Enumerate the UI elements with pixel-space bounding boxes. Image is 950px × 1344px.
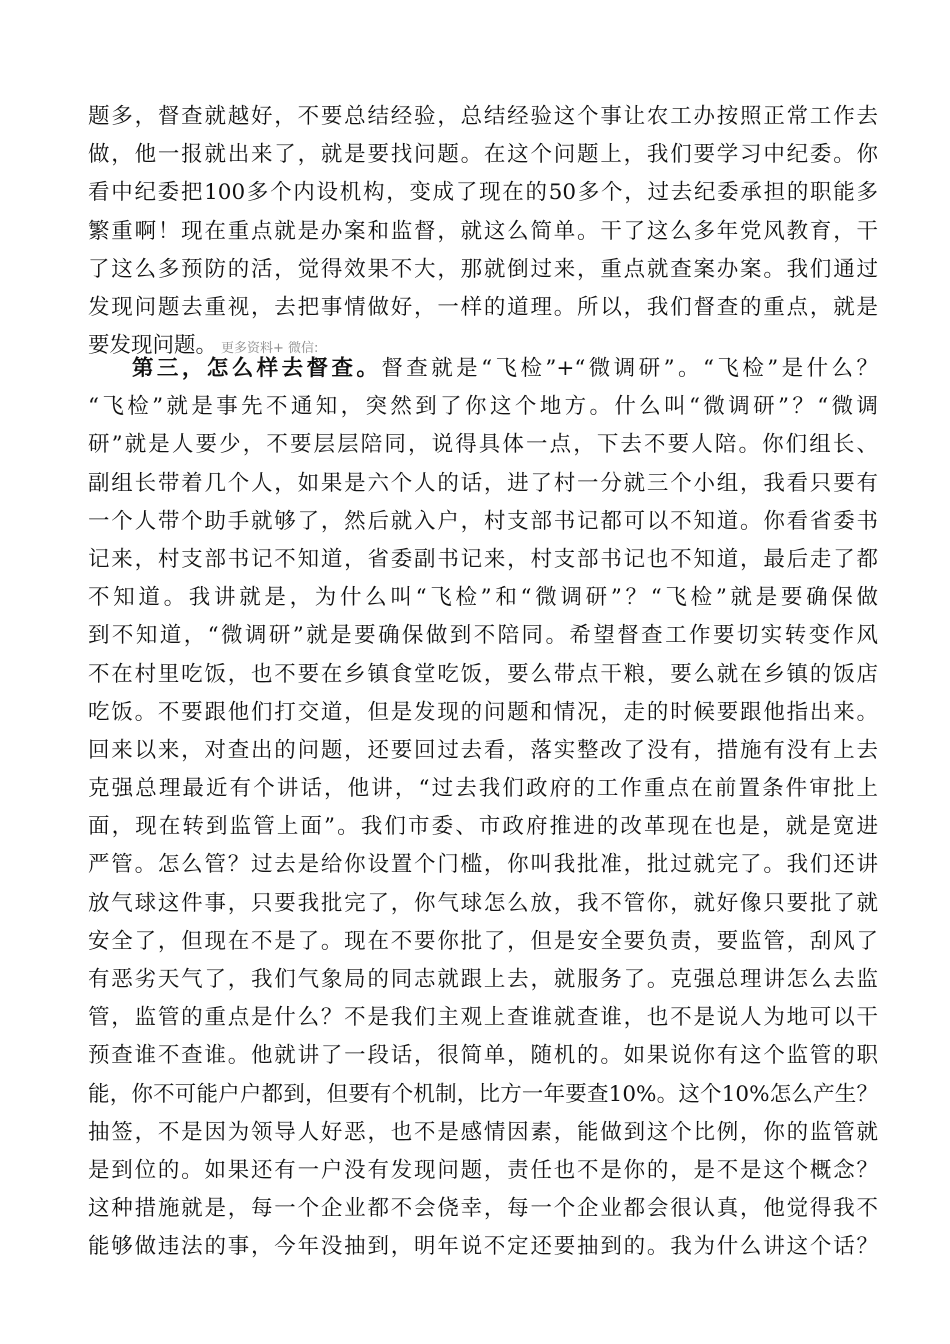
text-line: 预查谁不查谁。他就讲了一段话，很简单，随机的。如果说你有这个监管的职 (88, 1043, 878, 1069)
text-line: 放气球这件事，只要我批完了，你气球怎么放，我不管你，就好像只要批了就 (88, 890, 878, 916)
text-line: 这种措施就是，每一个企业都不会侥幸，每一个企业都会很认真，他觉得我不 (88, 1196, 878, 1222)
text-line: 有恶劣天气了，我们气象局的同志就跟上去，就服务了。克强总理讲怎么去监 (88, 967, 878, 992)
text-line: 发现问题去重视，去把事情做好，一样的道理。所以，我们督查的重点，就是 (88, 294, 878, 320)
text-line: 到不知道，“微调研”就是要确保做到不陪同。希望督查工作要切实转变作风 (88, 623, 878, 649)
text-line: 严管。怎么管？过去是给你设置个门槛，你叫我批准，批过就完了。我们还讲 (88, 852, 878, 878)
section-heading: 第三，怎么样去督查。 (132, 356, 382, 381)
text-line: 抽签，不是因为领导人好恶，也不是感情因素，能做到这个比例，你的监管就 (88, 1119, 878, 1145)
text-line: 克强总理最近有个讲话，他讲，“过去我们政府的工作重点在前置条件审批上 (88, 776, 878, 802)
text-line: 题多，督查就越好，不要总结经验，总结经验这个事让农工办按照正常工作去 (88, 104, 878, 129)
paragraph-section-three (88, 350, 878, 1267)
text-line: 看中纪委把100多个内设机构，变成了现在的50多个，过去纪委承担的职能多 (88, 180, 878, 206)
section-first-line-text: 督查就是“飞检”+“微调研”。“飞检”是什么？ (381, 356, 878, 381)
text-line: 回来以来，对查出的问题，还要回过去看，落实整改了没有，措施有没有上去 (88, 737, 878, 763)
text-line: 安全了，但现在不是了。现在不要你批了，但是安全要负责，要监管，刮风了 (88, 928, 878, 954)
section-heading-line (88, 350, 878, 388)
text-line: 是到位的。如果还有一户没有发现问题，责任也不是你的，是不是这个概念？ (88, 1157, 878, 1183)
text-line: 副组长带着几个人，如果是六个人的话，进了村一分就三个小组，我看只要有 (88, 470, 878, 496)
text-line: 能够做违法的事，今年没抽到，明年说不定还要抽到的。我为什么讲这个话？ (88, 1234, 878, 1260)
text-fragment: 要发现问题。 (88, 333, 218, 359)
text-line: 不在村里吃饭，也不要在乡镇食堂吃饭，要么带点干粮，要么就在乡镇的饭店 (88, 661, 878, 687)
text-line: 面，现在转到监管上面”。我们市委、市政府推进的改革现在也是，就是宽进 (88, 814, 878, 840)
text-line: 能，你不可能户户都到，但要有个机制，比方一年要查10%。这个10%怎么产生？ (88, 1081, 878, 1107)
text-line: 管，监管的重点是什么？不是我们主观上查谁就查谁，也不是说人为地可以干 (88, 1005, 878, 1031)
text-line: “飞检”就是事先不通知，突然到了你这个地方。什么叫“微调研”？“微调 (88, 394, 878, 420)
text-line: 了这么多预防的活，觉得效果不大，那就倒过来，重点就查案办案。我们通过 (88, 256, 878, 282)
text-line: 不知道。我讲就是，为什么叫“飞检”和“微调研”？“飞检”就是要确保做 (88, 585, 878, 611)
text-line: 一个人带个助手就够了，然后就入户，村支部书记都可以不知道。你看省委书 (88, 508, 878, 534)
paragraph-continuation (88, 98, 878, 365)
text-line: 吃饭。不要跟他们打交道，但是发现的问题和情况，走的时候要跟他指出来。 (88, 699, 878, 725)
watermark-note: 更多资料+ 微信: (221, 341, 319, 357)
text-line: 繁重啊！现在重点就是办案和监督，就这么简单。干了这么多年党风教育，干 (88, 218, 878, 244)
text-line: 记来，村支部书记不知道，省委副书记来，村支部书记也不知道，最后走了都 (88, 546, 878, 572)
text-line: 研”就是人要少，不要层层陪同，说得具体一点，下去不要人陪。你们组长、 (88, 432, 878, 458)
text-line: 做，他一报就出来了，就是要找问题。在这个问题上，我们要学习中纪委。你 (88, 142, 878, 168)
